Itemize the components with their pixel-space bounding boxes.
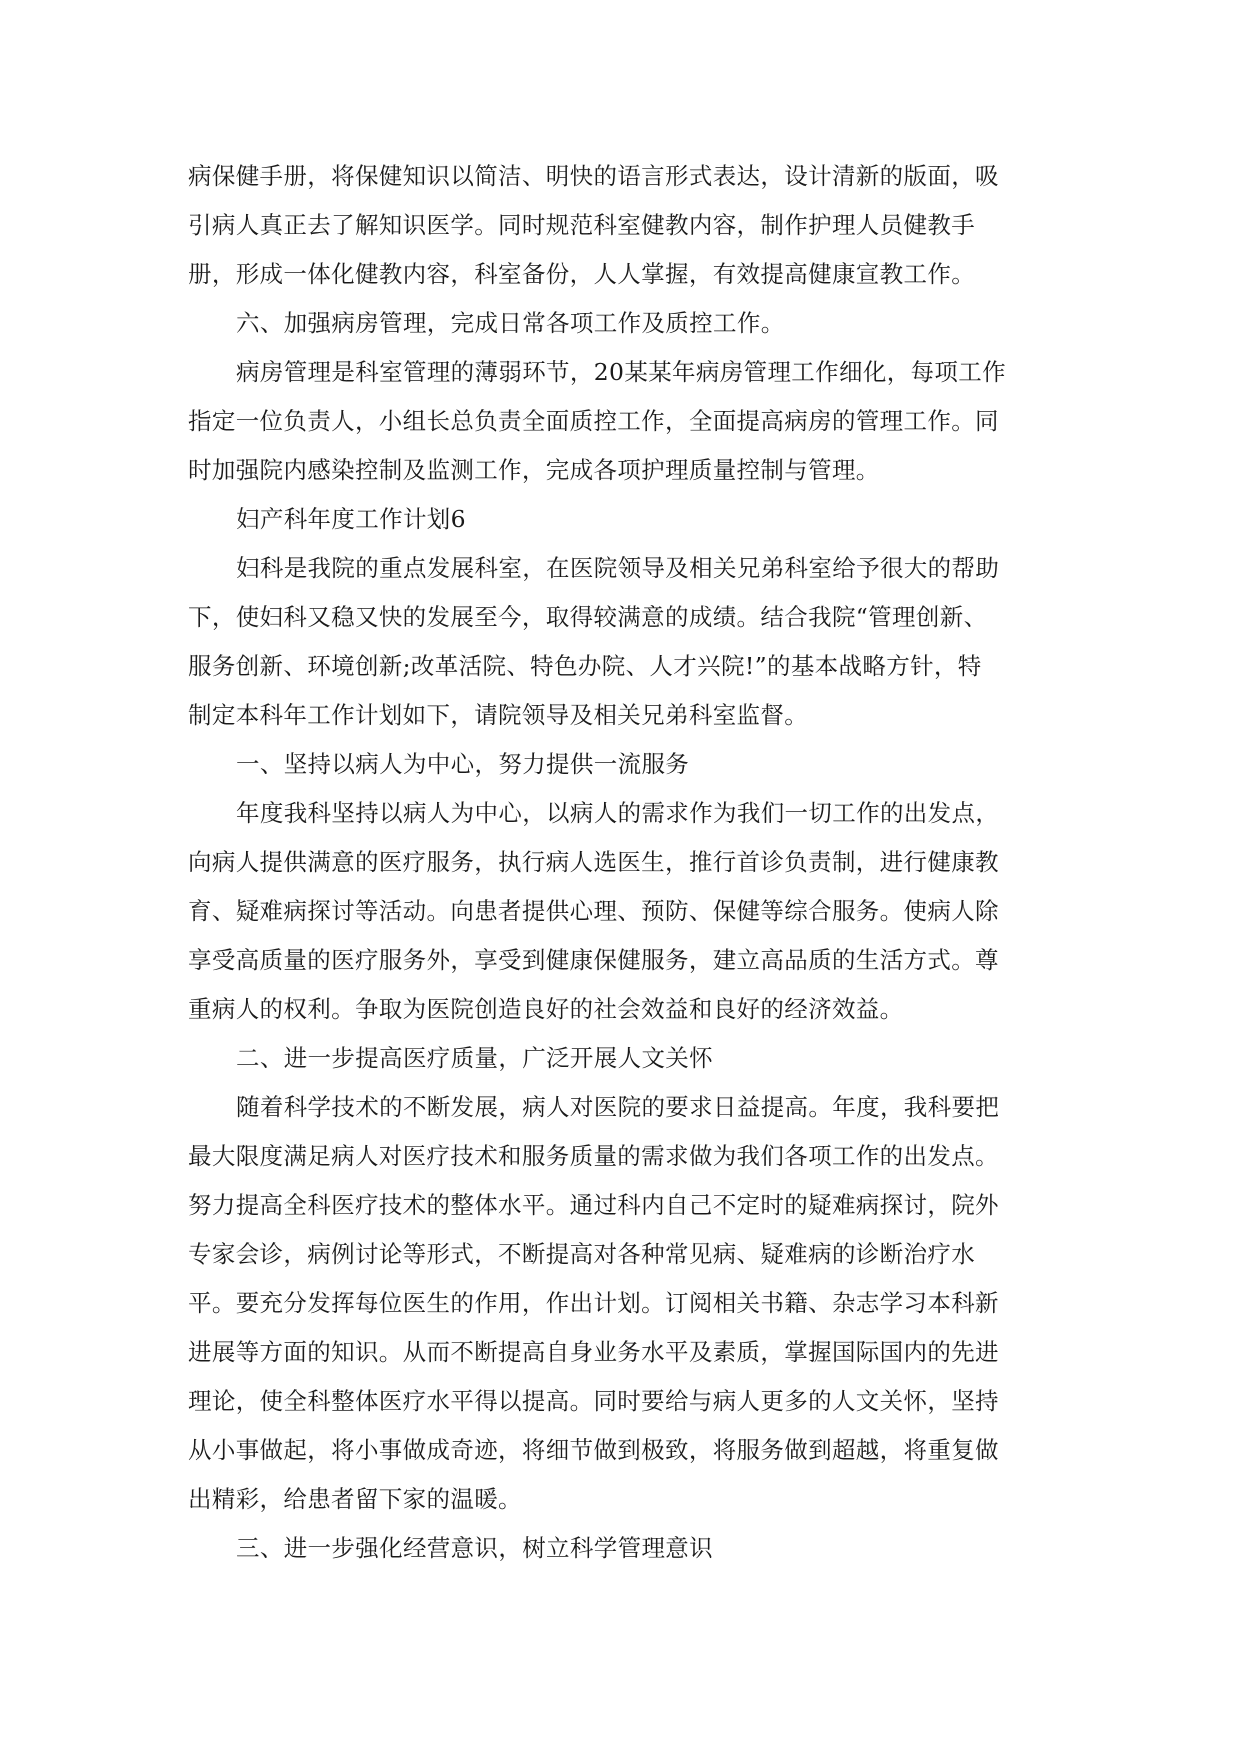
paragraph-first-line: 妇科是我院的重点发展科室，在医院领导及相关兄弟科室给予很大的帮助: [236, 554, 1000, 582]
text-line: 服务创新、环境创新;改革活院、特色办院、人才兴院!”的基本战略方针，特: [188, 652, 982, 680]
text-line: 出精彩，给患者留下家的温暖。: [188, 1485, 522, 1513]
text-line: 重病人的权利。争取为医院创造良好的社会效益和良好的经济效益。: [188, 995, 904, 1023]
text-line: 病保健手册，将保健知识以简洁、明快的语言形式表达，设计清新的版面，吸: [188, 162, 999, 190]
text-line: 平。要充分发挥每位医生的作用，作出计划。订阅相关书籍、杂志学习本科新: [188, 1289, 999, 1317]
section-heading: 六、加强病房管理，完成日常各项工作及质控工作。: [236, 309, 785, 337]
section-heading: 一、坚持以病人为中心，努力提供一流服务: [236, 750, 690, 778]
text-line: 享受高质量的医疗服务外，享受到健康保健服务，建立高品质的生活方式。尊: [188, 946, 999, 974]
text-line: 进展等方面的知识。从而不断提高自身业务水平及素质，掌握国际国内的先进: [188, 1338, 999, 1366]
text-line: 册，形成一体化健教内容，科室备份，人人掌握，有效提高健康宣教工作。: [188, 260, 976, 288]
paragraph-first-line: 年度我科坚持以病人为中心，以病人的需求作为我们一切工作的出发点，: [236, 799, 1000, 827]
text-line: 育、疑难病探讨等活动。向患者提供心理、预防、保健等综合服务。使病人除: [188, 897, 999, 925]
text-line: 下，使妇科又稳又快的发展至今，取得较满意的成绩。结合我院“管理创新、: [188, 603, 988, 631]
section-heading: 三、进一步强化经营意识，树立科学管理意识: [236, 1534, 713, 1562]
document-subtitle: 妇产科年度工作计划6: [236, 505, 466, 533]
text-line: 时加强院内感染控制及监测工作，完成各项护理质量控制与管理。: [188, 456, 880, 484]
text-line: 从小事做起，将小事做成奇迹，将细节做到极致，将服务做到超越，将重复做: [188, 1436, 999, 1464]
text-line: 向病人提供满意的医疗服务，执行病人选医生，推行首诊负责制，进行健康教: [188, 848, 999, 876]
text-line: 指定一位负责人，小组长总负责全面质控工作，全面提高病房的管理工作。同: [188, 407, 999, 435]
text-line: 理论，使全科整体医疗水平得以提高。同时要给与病人更多的人文关怀，坚持: [188, 1387, 999, 1415]
text-line: 专家会诊，病例讨论等形式，不断提高对各种常见病、疑难病的诊断治疗水: [188, 1240, 976, 1268]
text-line: 引病人真正去了解知识医学。同时规范科室健教内容，制作护理人员健教手: [188, 211, 976, 239]
text-line: 最大限度满足病人对医疗技术和服务质量的需求做为我们各项工作的出发点。: [188, 1142, 999, 1170]
text-line: 努力提高全科医疗技术的整体水平。通过科内自己不定时的疑难病探讨，院外: [188, 1191, 999, 1219]
text-line: 制定本科年工作计划如下，请院领导及相关兄弟科室监督。: [188, 701, 809, 729]
section-heading: 二、进一步提高医疗质量，广泛开展人文关怀: [236, 1044, 713, 1072]
paragraph-first-line: 随着科学技术的不断发展，病人对医院的要求日益提高。年度，我科要把: [236, 1093, 1000, 1121]
paragraph-first-line: 病房管理是科室管理的薄弱环节，20某某年病房管理工作细化，每项工作: [236, 358, 1006, 386]
